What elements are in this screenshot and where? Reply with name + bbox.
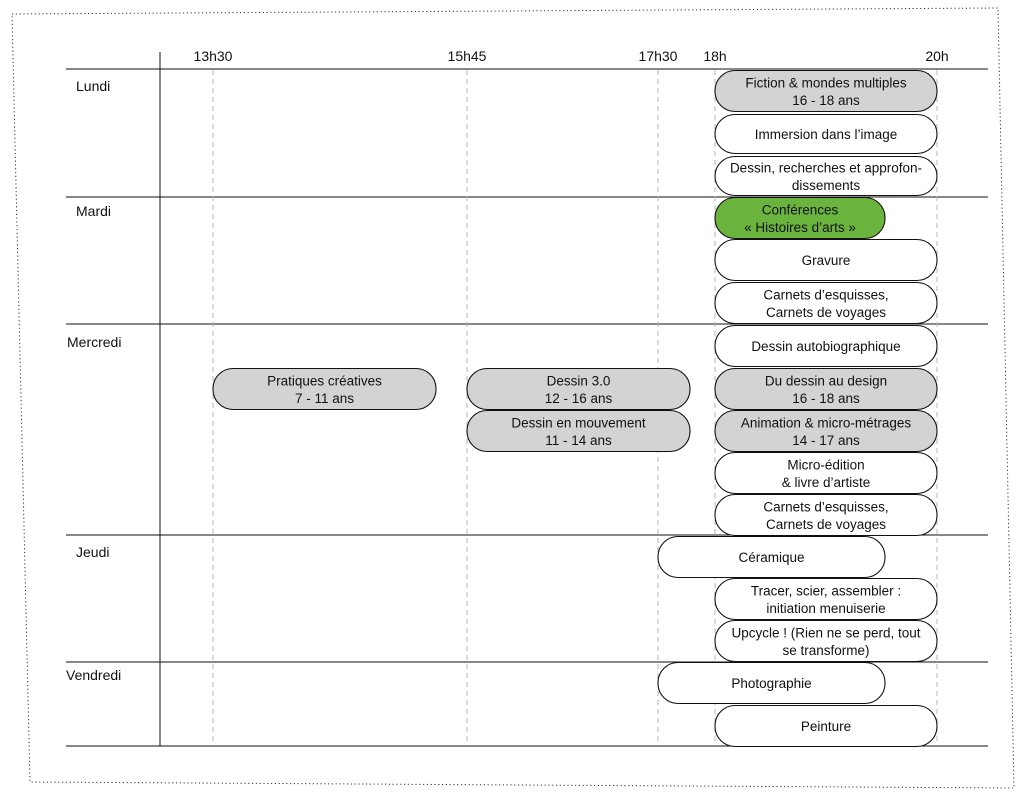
activity-label-line: Animation & micro-métrages bbox=[740, 415, 912, 431]
day-label-jeudi: Jeudi bbox=[76, 544, 110, 560]
activity-label-line: Du dessin au design bbox=[764, 373, 888, 389]
day-label-mercredi: Mercredi bbox=[67, 334, 122, 350]
activity-pill[interactable] bbox=[715, 326, 937, 367]
activity-pill[interactable] bbox=[658, 663, 885, 704]
activity-pill[interactable] bbox=[715, 621, 937, 662]
activity-label-line: 11 - 14 ans bbox=[545, 432, 612, 448]
activity-label-line: Carnets d’esquisses, bbox=[763, 287, 889, 303]
activity-pill[interactable] bbox=[467, 411, 690, 452]
activity-label-line: 7 - 11 ans bbox=[294, 390, 355, 406]
activity-label-line: 12 - 16 ans bbox=[544, 390, 613, 406]
activity-label-line: Peinture bbox=[800, 719, 852, 734]
day-label-mardi: Mardi bbox=[76, 203, 112, 219]
activity-label-line: Pratiques créatives bbox=[267, 373, 382, 389]
activity-label-line: Dessin 3.0 bbox=[546, 373, 611, 389]
activity-label-line: se transforme) bbox=[782, 642, 870, 658]
activity-pill[interactable] bbox=[715, 115, 937, 154]
activity-label-line: Gravure bbox=[801, 253, 851, 268]
time-label-t18: 18h bbox=[703, 48, 727, 64]
activity-label-line: Micro-édition bbox=[787, 457, 865, 473]
activity-pill[interactable] bbox=[715, 411, 937, 452]
activity-label-line: « Histoires d’arts » bbox=[744, 219, 856, 235]
time-label-t1330: 13h30 bbox=[193, 48, 233, 64]
activity-label-line: Carnets de voyages bbox=[765, 516, 887, 532]
activity-pill[interactable] bbox=[715, 157, 937, 196]
day-label-lundi: Lundi bbox=[76, 78, 111, 94]
day-label-vendredi: Vendredi bbox=[66, 667, 122, 683]
activity-pill[interactable] bbox=[658, 537, 885, 578]
activity-label-line: Photographie bbox=[731, 676, 812, 691]
activity-label-line: Carnets d’esquisses, bbox=[763, 499, 889, 515]
activity-label-line: Dessin autobiographique bbox=[751, 339, 901, 354]
activity-pill[interactable] bbox=[715, 369, 937, 410]
activity-pill[interactable] bbox=[715, 198, 885, 239]
activity-label-line: Tracer, scier, assembler : bbox=[750, 583, 902, 599]
activity-pill[interactable] bbox=[715, 240, 937, 281]
activity-label-line: dissements bbox=[791, 177, 861, 193]
activity-label-line: Dessin, recherches et approfon- bbox=[729, 160, 923, 176]
activity-pill[interactable] bbox=[715, 706, 937, 747]
activity-pill[interactable] bbox=[715, 453, 937, 494]
activity-label-line: Immersion dans l’image bbox=[754, 127, 898, 142]
activity-label-line: Céramique bbox=[738, 550, 805, 565]
activity-label-line: Conférences bbox=[761, 202, 839, 218]
time-label-t1730: 17h30 bbox=[638, 48, 678, 64]
activity-label-line: Upcycle ! (Rien ne se perd, tout bbox=[731, 625, 921, 641]
activity-pill[interactable] bbox=[213, 369, 436, 410]
activity-label-line: 14 - 17 ans bbox=[792, 432, 860, 448]
activity-label-line: & livre d’artiste bbox=[781, 474, 871, 490]
activity-pill[interactable] bbox=[467, 369, 690, 410]
activity-label-line: 16 - 18 ans bbox=[792, 92, 860, 108]
activity-pill[interactable] bbox=[715, 579, 937, 620]
activity-label-line: initiation menuiserie bbox=[766, 600, 886, 616]
activity-pill[interactable] bbox=[715, 283, 937, 324]
time-label-t1545: 15h45 bbox=[447, 48, 487, 64]
time-label-t20: 20h bbox=[925, 48, 949, 64]
activity-label-line: Carnets de voyages bbox=[765, 304, 887, 320]
activity-pill[interactable] bbox=[715, 71, 937, 112]
activity-label-line: 16 - 18 ans bbox=[792, 390, 860, 406]
activity-pill[interactable] bbox=[715, 495, 937, 536]
activity-label-line: Dessin en mouvement bbox=[511, 415, 646, 431]
activity-label-line: Fiction & mondes multiples bbox=[745, 75, 907, 91]
